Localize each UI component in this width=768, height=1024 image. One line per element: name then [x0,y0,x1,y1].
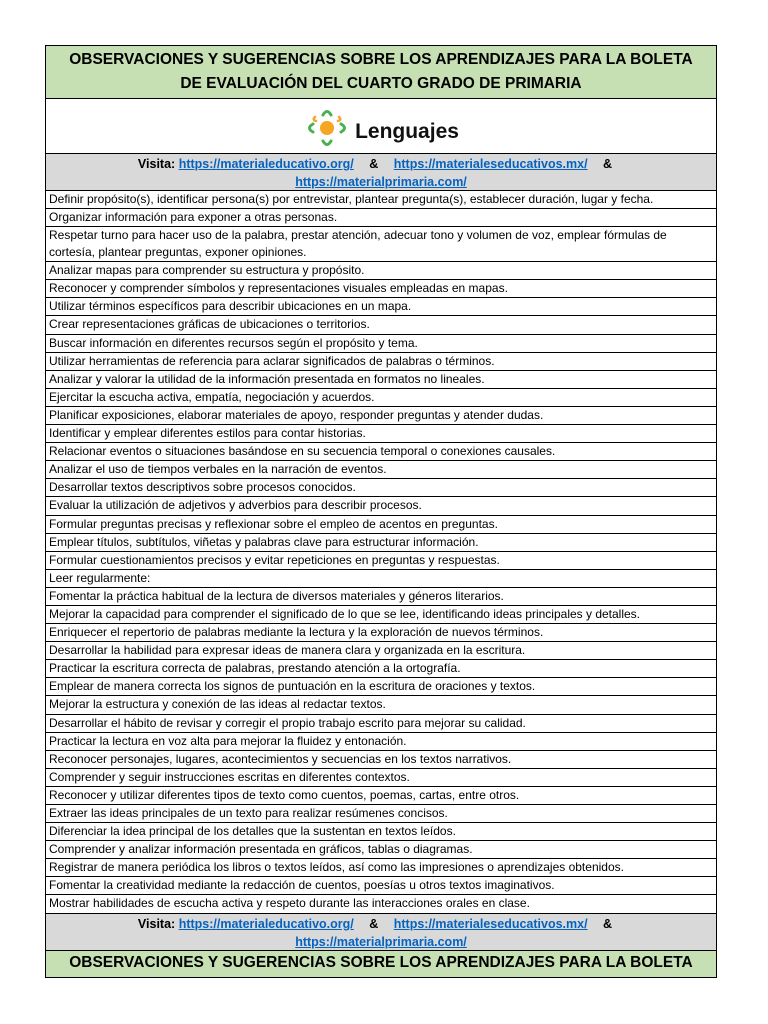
list-item: Emplear títulos, subtítulos, viñetas y palabras clave para estructurar información. [46,534,716,552]
list-item: Fomentar la creatividad mediante la redacción de cuentos, poesías u otros textos imaginativos. [46,877,716,895]
list-item: Mejorar la capacidad para comprender el significado de lo que se lee, identificando ideas principales y detalles. [46,606,716,624]
observations-list [46,191,716,914]
list-item: Formular cuestionamientos precisos y evitar repeticiones en preguntas y respuestas. [46,552,716,570]
list-item: Desarrollar textos descriptivos sobre procesos conocidos. [46,479,716,497]
list-item: Formular preguntas precisas y reflexionar sobre el empleo de acentos en preguntas. [46,516,716,534]
document-table [45,45,717,978]
document-footer [46,951,716,977]
subject-title: Lenguajes [355,120,459,143]
list-item: Analizar mapas para comprender su estructura y propósito. [46,262,716,280]
list-item: Registrar de manera periódica los libros o textos leídos, así como las impresiones o aprendizajes obtenidos. [46,859,716,877]
list-item: Ejercitar la escucha activa, empatía, negociación y acuerdos. [46,389,716,407]
list-item: Mejorar la estructura y conexión de las ideas al redactar textos. [46,696,716,714]
link-materialeducativo[interactable]: https://materialeducativo.org/ [178,916,354,931]
list-item: Reconocer y comprender símbolos y representaciones visuales empleadas en mapas. [46,280,716,298]
flower-logo-icon [303,107,351,149]
header-title-line2: DE EVALUACIÓN DEL CUARTO GRADO DE PRIMARIA [180,75,582,92]
list-item: Utilizar términos específicos para describir ubicaciones en un mapa. [46,298,716,316]
list-item: Buscar información en diferentes recursos según el propósito y tema. [46,335,716,353]
list-item: Planificar exposiciones, elaborar materiales de apoyo, responder preguntas y atender dudas. [46,407,716,425]
list-item: Respetar turno para hacer uso de la palabra, prestar atención, adecuar tono y volumen de voz, emplear fórmulas de cortesía, plantear preguntas, exponer opiniones. [46,227,716,262]
list-item: Comprender y seguir instrucciones escritas en diferentes contextos. [46,769,716,787]
document-header [46,46,716,99]
list-item: Analizar el uso de tiempos verbales en la narración de eventos. [46,461,716,479]
list-item: Crear representaciones gráficas de ubicaciones o territorios. [46,316,716,334]
list-item: Analizar y valorar la utilidad de la información presentada en formatos no lineales. [46,371,716,389]
list-item: Practicar la lectura en voz alta para mejorar la fluidez y entonación. [46,733,716,751]
list-item: Mostrar habilidades de escucha activa y respeto durante las interacciones orales en clase. [46,895,716,913]
link-materialeducativo[interactable]: https://materialeducativo.org/ [178,157,354,171]
list-item: Utilizar herramientas de referencia para aclarar significados de palabras o términos. [46,353,716,371]
ampersand: & [369,916,379,931]
link-materialeseducativos[interactable]: https://materialeseducativos.mx/ [393,916,588,931]
list-item: Desarrollar la habilidad para expresar ideas de manera clara y organizada en la escritura. [46,642,716,660]
visit-banner-bottom [46,914,716,951]
list-item: Identificar y emplear diferentes estilos para contar historias. [46,425,716,443]
link-materialprimaria[interactable]: https://materialprimaria.com/ [295,175,467,189]
list-item: Reconocer personajes, lugares, acontecimientos y secuencias en los textos narrativos. [46,751,716,769]
ampersand: & [369,157,379,171]
list-item: Extraer las ideas principales de un texto para realizar resúmenes concisos. [46,805,716,823]
ampersand: & [603,916,613,931]
list-item: Relacionar eventos o situaciones basándose en su secuencia temporal o conexiones causales. [46,443,716,461]
list-item: Desarrollar el hábito de revisar y corregir el propio trabajo escrito para mejorar su calidad. [46,715,716,733]
link-materialprimaria[interactable]: https://materialprimaria.com/ [295,934,467,949]
list-item: Diferenciar la idea principal de los detalles que la sustentan en textos leídos. [46,823,716,841]
visit-label: Visita: [137,157,176,171]
ampersand: & [603,157,613,171]
list-item: Emplear de manera correcta los signos de puntuación en la escritura de oraciones y textos. [46,678,716,696]
visit-banner-top [46,154,716,191]
visit-label: Visita: [137,916,176,931]
list-item: Enriquecer el repertorio de palabras mediante la lectura y la exploración de nuevos términos. [46,624,716,642]
list-item: Comprender y analizar información presentada en gráficos, tablas o diagramas. [46,841,716,859]
header-title-line1: OBSERVACIONES Y SUGERENCIAS SOBRE LOS APRENDIZAJES PARA LA BOLETA [69,51,693,68]
link-materialeseducativos[interactable]: https://materialeseducativos.mx/ [393,157,588,171]
subject-row [46,99,716,154]
list-item: Reconocer y utilizar diferentes tipos de texto como cuentos, poemas, cartas, entre otros. [46,787,716,805]
list-item: Organizar información para exponer a otras personas. [46,209,716,227]
list-item: Fomentar la práctica habitual de la lectura de diversos materiales y géneros literarios. [46,588,716,606]
list-item: Leer regularmente: [46,570,716,588]
list-item: Evaluar la utilización de adjetivos y adverbios para describir procesos. [46,497,716,515]
list-item: Practicar la escritura correcta de palabras, prestando atención a la ortografía. [46,660,716,678]
list-item: Definir propósito(s), identificar persona(s) por entrevistar, plantear pregunta(s), establecer duración, lugar y fecha. [46,191,716,209]
footer-title: OBSERVACIONES Y SUGERENCIAS SOBRE LOS APRENDIZAJES PARA LA BOLETA [69,953,693,971]
